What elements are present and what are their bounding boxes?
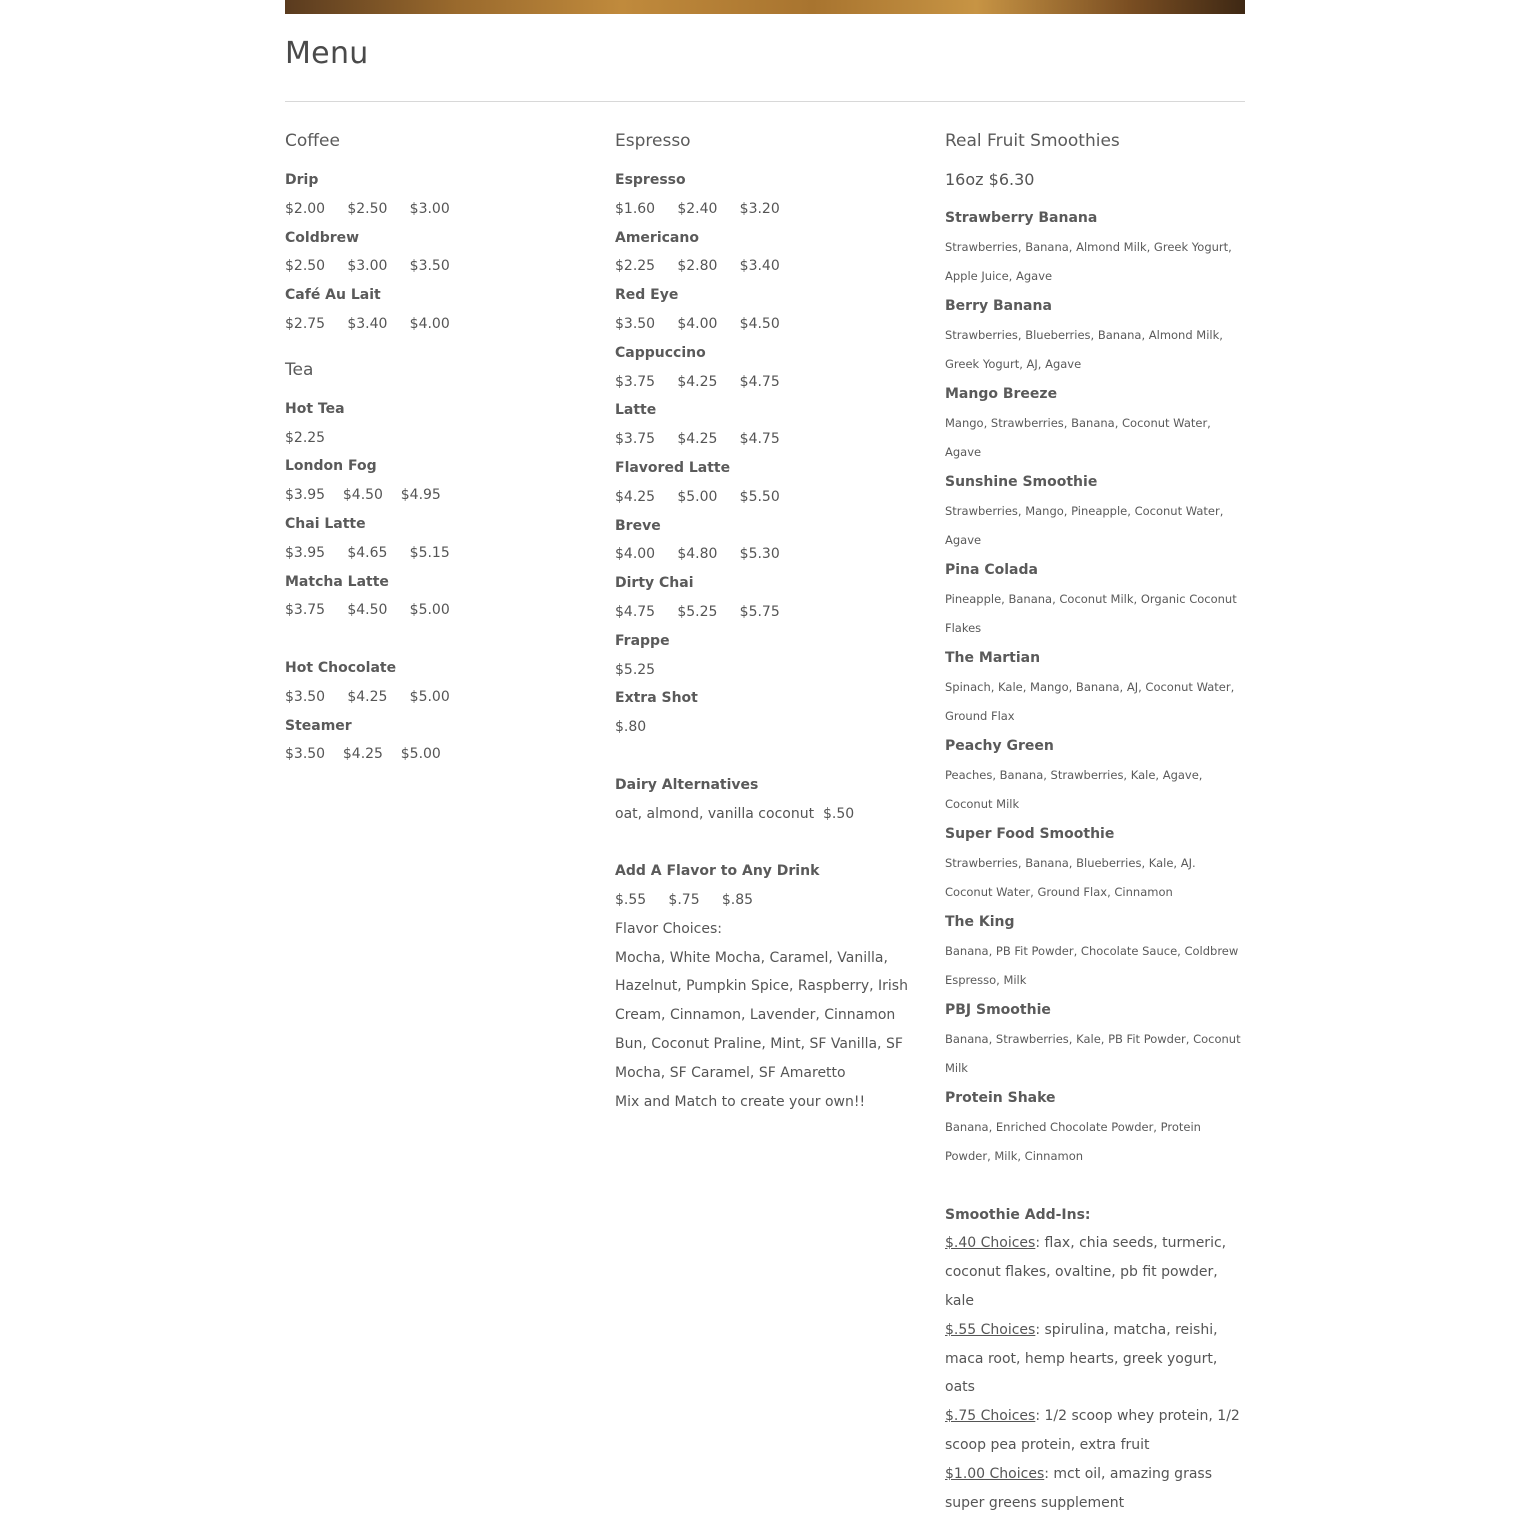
menu-item-name: Cappuccino xyxy=(615,344,706,361)
menu-item-name: Latte xyxy=(615,402,657,419)
menu-item-name: Chai Latte xyxy=(285,515,366,532)
smoothie-description: Strawberries, Mango, Pineapple, Coconut Water, Agave xyxy=(945,503,1224,548)
menu-item-price: $2.25 xyxy=(285,429,326,446)
smoothie-addins-heading: Smoothie Add-Ins: xyxy=(945,1206,1091,1223)
menu-item-name: Drip xyxy=(285,172,319,188)
menu-item-price: $4.75 $5.25 $5.75 xyxy=(615,603,780,620)
smoothie-name: Protein Shake xyxy=(945,1089,1056,1106)
smoothie-name: The Martian xyxy=(945,649,1041,666)
menu-item-price: $4.00 $4.80 $5.30 xyxy=(615,546,780,563)
smoothie-description: Peaches, Banana, Strawberries, Kale, Agave, Coconut Milk xyxy=(945,767,1203,812)
menu-item-price: $.80 xyxy=(615,719,647,736)
coffee-heading: Coffee xyxy=(285,131,340,151)
tea-list xyxy=(285,395,585,769)
smoothie-description: Banana, PB Fit Powder, Chocolate Sauce, Coldbrew Espresso, Milk xyxy=(945,943,1239,988)
smoothie-list xyxy=(945,204,1245,1517)
menu-item-price: $5.25 xyxy=(615,661,656,678)
addin-options: : mct oil, amazing grass super greens supplement xyxy=(945,1465,1212,1511)
smoothie-name: Super Food Smoothie xyxy=(945,825,1115,842)
title-divider xyxy=(285,101,1245,102)
dairy-alternatives-heading: Dairy Alternatives xyxy=(615,776,759,793)
menu-item-name: Dirty Chai xyxy=(615,575,694,592)
smoothie-name: Mango Breeze xyxy=(945,385,1058,402)
smoothie-description: Pineapple, Banana, Coconut Milk, Organic Coconut Flakes xyxy=(945,591,1237,636)
smoothie-description: Strawberries, Banana, Almond Milk, Greek Yogurt, Apple Juice, Agave xyxy=(945,239,1232,284)
addin-row xyxy=(945,1316,1245,1402)
menu-item-name: Hot Chocolate xyxy=(285,659,397,676)
menu-item-name: Café Au Lait xyxy=(285,287,381,304)
smoothie-description: Banana, Enriched Chocolate Powder, Protein Powder, Milk, Cinnamon xyxy=(945,1119,1201,1164)
smoothies-heading: Real Fruit Smoothies xyxy=(945,131,1120,151)
smoothie-description: Strawberries, Blueberries, Banana, Almond Milk, Greek Yogurt, AJ, Agave xyxy=(945,327,1223,372)
smoothie-name: Sunshine Smoothie xyxy=(945,473,1098,490)
smoothie-description: Mango, Strawberries, Banana, Coconut Water, Agave xyxy=(945,415,1211,460)
smoothie-description: Spinach, Kale, Mango, Banana, AJ, Coconut Water, Ground Flax xyxy=(945,679,1235,724)
smoothie-size-price: 16oz $6.30 xyxy=(945,170,1035,189)
menu-item-name: London Fog xyxy=(285,458,377,475)
menu-item-price: $3.95 $4.50 $4.95 xyxy=(285,487,441,504)
menu-item-price: $1.60 $2.40 $3.20 xyxy=(615,200,780,217)
menu-item-name: Red Eye xyxy=(615,287,679,304)
smoothie-name: Strawberry Banana xyxy=(945,210,1098,226)
smoothie-description: Strawberries, Banana, Blueberries, Kale, AJ. Coconut Water, Ground Flax, Cinnamon xyxy=(945,855,1196,900)
menu-item-price: $2.75 $3.40 $4.00 xyxy=(285,315,450,332)
addin-row xyxy=(945,1402,1245,1460)
flavor-choices-list: Mocha, White Mocha, Caramel, Vanilla, Hazelnut, Pumpkin Spice, Raspberry, Irish Cream, Cinnamon, Lavender, Cinnamon Bun, Coconut Praline, Mint, SF Vanilla, SF Mocha, SF Caramel, SF Amaretto xyxy=(615,949,908,1081)
menu-item-name: Matcha Latte xyxy=(285,573,389,590)
addin-price-label: $.40 Choices xyxy=(945,1235,1036,1252)
menu-item-name: Hot Tea xyxy=(285,400,345,417)
menu-item-price: $3.50 $4.25 $5.00 xyxy=(285,688,450,705)
menu-item-price: $3.75 $4.50 $5.00 xyxy=(285,602,450,619)
menu-item-name: Frappe xyxy=(615,632,670,649)
smoothie-name: PBJ Smoothie xyxy=(945,1001,1051,1018)
espresso-heading: Espresso xyxy=(615,131,691,151)
espresso-list xyxy=(615,166,915,1116)
menu-item-price: $4.25 $5.00 $5.50 xyxy=(615,488,780,505)
coffee-tea-column xyxy=(285,126,585,769)
addin-price-label: $.55 Choices xyxy=(945,1321,1036,1338)
tea-heading: Tea xyxy=(285,359,314,380)
menu-item-name: Coldbrew xyxy=(285,229,360,246)
addin-options: : flax, chia seeds, turmeric, coconut flakes, ovaltine, pb fit powder, kale xyxy=(945,1235,1227,1310)
smoothie-description: Banana, Strawberries, Kale, PB Fit Powder, Coconut Milk xyxy=(945,1031,1241,1076)
menu-item-price: $3.75 $4.25 $4.75 xyxy=(615,373,780,390)
menu-item-price: $2.25 $2.80 $3.40 xyxy=(615,258,780,275)
addin-price-label: $1.00 Choices xyxy=(945,1465,1045,1482)
page-title: Menu xyxy=(285,36,369,71)
menu-item-name: Extra Shot xyxy=(615,690,698,707)
menu-item-price: $3.95 $4.65 $5.15 xyxy=(285,544,450,561)
addin-row xyxy=(945,1460,1245,1517)
menu-item-price: $3.50 $4.00 $4.50 xyxy=(615,315,780,332)
espresso-column xyxy=(615,126,915,1116)
add-flavor-heading: Add A Flavor to Any Drink xyxy=(615,863,820,880)
header-banner-image xyxy=(285,0,1245,14)
menu-item-price: $3.50 $4.25 $5.00 xyxy=(285,746,441,763)
menu-item-price: $2.50 $3.00 $3.50 xyxy=(285,258,450,275)
smoothie-name: The King xyxy=(945,913,1015,930)
menu-item-name: Breve xyxy=(615,517,661,534)
dairy-alternatives-text: oat, almond, vanilla coconut $.50 xyxy=(615,805,855,822)
menu-item-name: Steamer xyxy=(285,717,352,734)
mix-and-match-text: Mix and Match to create your own!! xyxy=(615,1093,866,1110)
smoothies-column xyxy=(945,126,1245,1517)
addin-options: : spirulina, matcha, reishi, maca root, hemp hearts, greek yogurt, oats xyxy=(945,1321,1218,1396)
menu-item-name: Flavored Latte xyxy=(615,459,731,476)
addin-options: : 1/2 scoop whey protein, 1/2 scoop pea protein, extra fruit xyxy=(945,1408,1240,1453)
coffee-list xyxy=(285,166,585,339)
smoothie-name: Berry Banana xyxy=(945,297,1052,314)
addin-row xyxy=(945,1229,1245,1315)
addin-price-label: $.75 Choices xyxy=(945,1408,1036,1425)
menu-item-name: Americano xyxy=(615,229,699,246)
flavor-prices: $.55 $.75 $.85 xyxy=(615,891,754,908)
menu-item-price: $2.00 $2.50 $3.00 xyxy=(285,200,450,217)
smoothie-name: Pina Colada xyxy=(945,561,1038,578)
flavor-choices-label: Flavor Choices: xyxy=(615,920,723,937)
smoothie-name: Peachy Green xyxy=(945,737,1054,754)
menu-item-name: Espresso xyxy=(615,172,686,188)
menu-item-price: $3.75 $4.25 $4.75 xyxy=(615,431,780,448)
